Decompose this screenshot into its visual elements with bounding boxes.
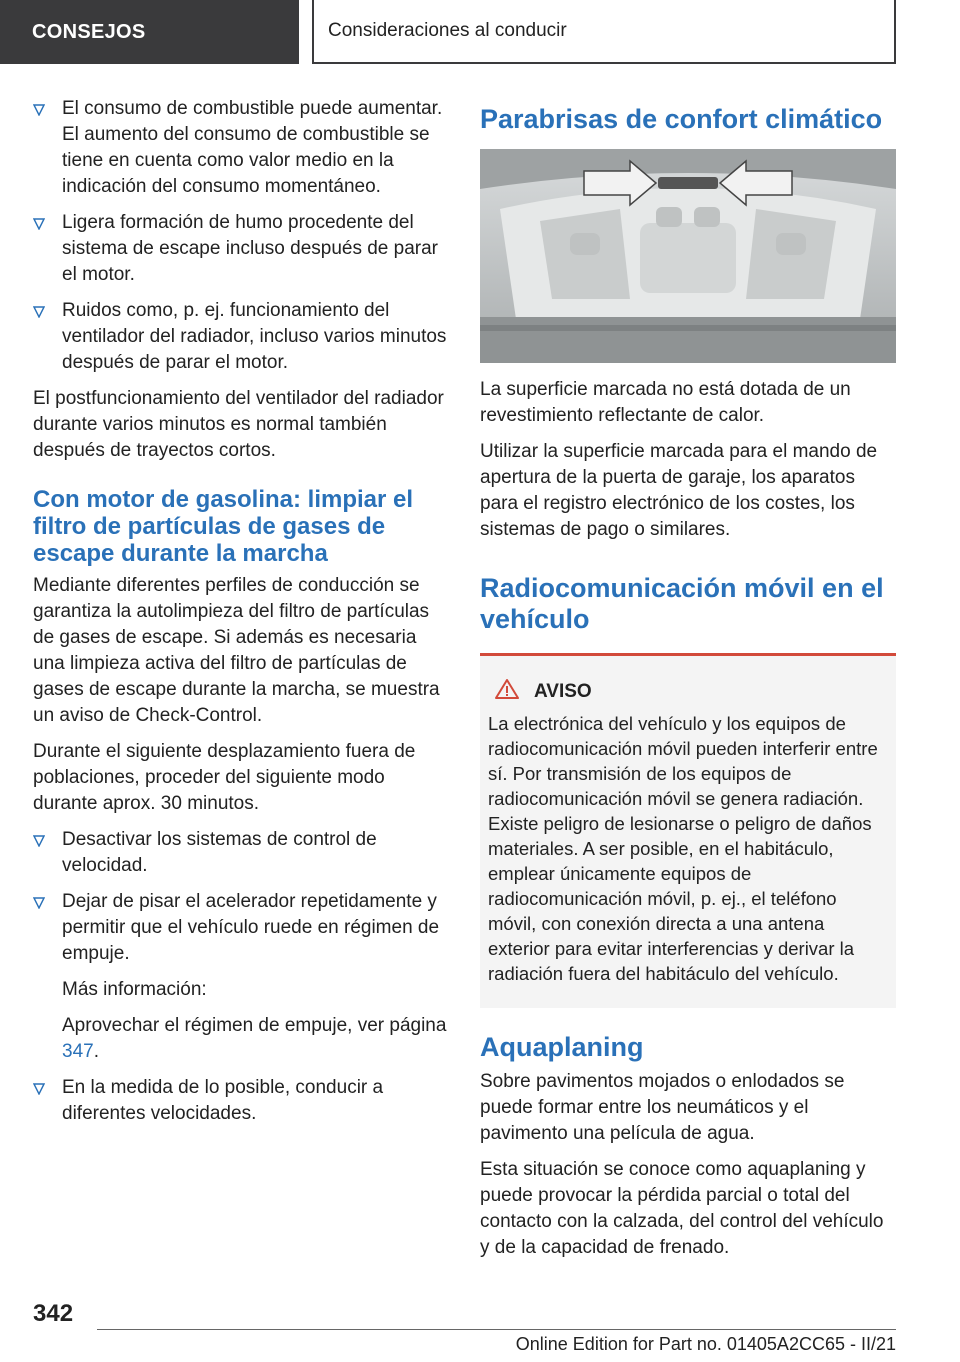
list-item (33, 827, 449, 879)
list-item (33, 96, 449, 200)
triangle-bullet-icon (33, 827, 47, 853)
triangle-bullet-icon (33, 889, 47, 915)
warning-box (480, 653, 896, 1008)
list-item (33, 210, 449, 288)
page-reference-link[interactable]: 347 (62, 1041, 94, 1062)
triangle-bullet-icon (33, 210, 47, 236)
list-item (33, 889, 449, 967)
left-column (33, 96, 449, 1137)
warning-header (488, 678, 888, 705)
paragraph: Esta situación se conoce como aquaplaning y puede provocar la pérdida parcial o total del contacto con la calzada, del control del vehículo y de la capacidad de frenado. (480, 1159, 884, 1258)
windshield-photo (480, 149, 896, 363)
paragraph: El postfuncionamiento del ventilador del radiador durante varios minutos es normal también después de trayectos cortos. (33, 388, 444, 461)
footer-edition: Online Edition for Part no. 01405A2CC65 - II/21 (515, 1334, 896, 1354)
paragraph: Mediante diferentes perfiles de conducción se garantiza la autolimpieza del filtro de partículas de gases de escape. Si además es necesaria una limpieza activa del filtro de partículas de gases de escape durante la marcha, se muestra un aviso de Check-Control. (33, 575, 440, 726)
chapter-title-text: Consideraciones al conducir (328, 20, 567, 41)
list-item-text: El consumo de combustible puede aumentar. El aumento del consumo de combustible se tiene en cuenta como valor medio en la indicación del consumo momentáneo. (62, 98, 443, 197)
list-item-text: Desactivar los sistemas de control de velocidad. (62, 829, 377, 876)
section-tab (0, 0, 299, 64)
warning-triangle-icon (494, 678, 520, 705)
section-heading: Radiocomunicación móvil en el vehículo (480, 573, 884, 634)
section-heading: Aquaplaning (480, 1032, 644, 1062)
chapter-title (312, 0, 896, 64)
warning-text: La electrónica del vehículo y los equipos de radiocomunicación móvil pueden interferir entre sí. Por transmisión de los equipos de radiocomunicación móvil se genera radiación. Existe peligro de lesionarse o peligro de daños materiales. A ser posible, en el habitáculo, emplear únicamente equipos de radiocomunicación móvil, p. ej., el teléfono móvil, con conexión directa a una antena exterior para evitar interferencias y derivar la radiación fuera del habitáculo del vehículo. (488, 713, 878, 984)
paragraph: Sobre pavimentos mojados o enlodados se puede formar entre los neumáticos y el pavimento una película de agua. (480, 1071, 845, 1144)
car-interior-illustration (480, 149, 896, 363)
footer-divider (97, 1329, 896, 1330)
triangle-bullet-icon (33, 96, 47, 122)
list-item-text: Ligera formación de humo procedente del sistema de escape incluso después de parar el motor. (62, 212, 439, 285)
list-item (33, 298, 449, 376)
more-info-label: Más información: (62, 979, 207, 1000)
list-item-text: En la medida de lo posible, conducir a diferentes velocidades. (62, 1077, 384, 1124)
more-info-end: . (93, 1041, 99, 1062)
right-column (480, 104, 896, 1271)
list-item-text: Dejar de pisar el acelerador repetidamente y permitir que el vehículo ruede en régimen de empuje. (62, 891, 440, 964)
paragraph: Utilizar la superficie marcada para el mando de apertura de la puerta de garaje, los aparatos para el registro electrónico de los costes, los sistemas de pago o similares. (480, 441, 878, 540)
list-item-text: Ruidos como, p. ej. funcionamiento del ventilador del radiador, incluso varios minutos después de parar el motor. (62, 300, 447, 373)
more-info-reference (33, 1013, 449, 1065)
paragraph: La superficie marcada no está dotada de un revestimiento reflectante de calor. (480, 379, 851, 426)
more-info-text: Aprovechar el régimen de empuje, ver página (62, 1015, 447, 1036)
list-item (33, 1075, 449, 1127)
warning-label: AVISO (534, 680, 592, 702)
triangle-bullet-icon (33, 1075, 47, 1101)
section-heading: Parabrisas de confort climático (480, 104, 883, 134)
triangle-bullet-icon (33, 298, 47, 324)
page-number: 342 (33, 1300, 74, 1327)
section-label: CONSEJOS (32, 20, 146, 43)
section-heading: Con motor de gasolina: limpiar el filtro de partículas de gases de escape durante la marcha (33, 486, 414, 567)
paragraph: Durante el siguiente desplazamiento fuera de poblaciones, proceder del siguiente modo durante aprox. 30 minutos. (33, 741, 416, 814)
